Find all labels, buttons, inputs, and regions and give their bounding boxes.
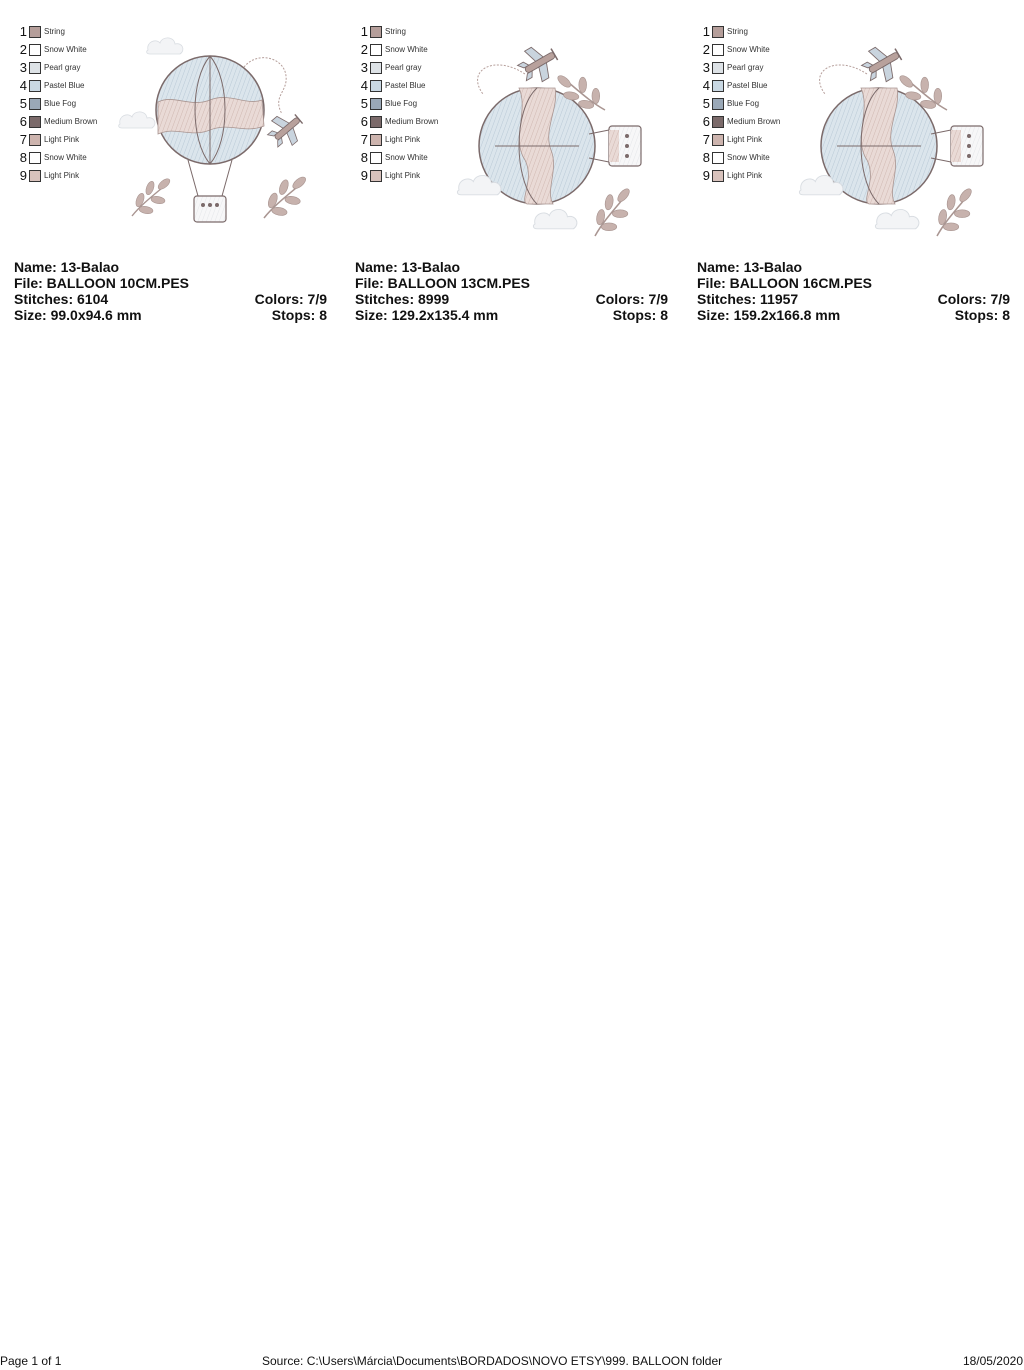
thread-color-swatch	[29, 80, 41, 92]
design-file	[14, 275, 327, 291]
page-number: Page 1 of 1	[0, 1354, 62, 1368]
thread-color-name: Pearl gray	[727, 63, 764, 72]
thread-color-name: Light Pink	[44, 171, 80, 180]
color-count: Colors: 7/9	[937, 291, 1010, 307]
thread-color-swatch	[370, 134, 382, 146]
thread-color-name: Snow White	[44, 45, 87, 54]
size-row	[355, 307, 668, 323]
thread-number: 7	[702, 132, 710, 147]
thread-color-name: Light Pink	[44, 135, 80, 144]
design-name	[697, 259, 1010, 275]
thread-number: 5	[19, 96, 27, 111]
thread-number: 8	[702, 150, 710, 165]
thread-color-name: Snow White	[385, 153, 428, 162]
thread-number: 1	[702, 24, 710, 39]
thread-number: 6	[360, 114, 368, 129]
thread-number: 8	[360, 150, 368, 165]
stitch-count: Stitches: 11957	[697, 291, 799, 307]
thread-color-name: Pastel Blue	[44, 81, 85, 90]
design-name-text: Name: 13-Balao	[14, 259, 120, 275]
thread-number: 2	[702, 42, 710, 57]
thread-color-swatch	[370, 152, 382, 164]
thread-color-swatch	[712, 134, 724, 146]
thread-color-name: Pastel Blue	[385, 81, 426, 90]
balloon-embroidery-image	[114, 30, 334, 252]
thread-color-name: String	[727, 27, 748, 36]
thread-color-swatch	[29, 170, 41, 182]
thread-number: 5	[702, 96, 710, 111]
thread-color-swatch	[712, 26, 724, 38]
thread-color-name: Blue Fog	[727, 99, 760, 108]
thread-color-name: Light Pink	[727, 135, 763, 144]
thread-number: 6	[702, 114, 710, 129]
thread-color-name: Pearl gray	[44, 63, 81, 72]
thread-number: 2	[360, 42, 368, 57]
thread-number: 3	[360, 60, 368, 75]
thread-number: 9	[702, 168, 710, 183]
stop-count: Stops: 8	[271, 307, 327, 323]
thread-color-swatch	[29, 62, 41, 74]
thread-color-swatch	[370, 170, 382, 182]
thread-color-swatch	[370, 80, 382, 92]
thread-color-swatch	[370, 62, 382, 74]
thread-color-swatch	[712, 80, 724, 92]
design-file	[355, 275, 668, 291]
thread-color-swatch	[370, 116, 382, 128]
thread-number: 3	[702, 60, 710, 75]
thread-color-name: Pastel Blue	[727, 81, 768, 90]
thread-color-swatch	[712, 170, 724, 182]
thread-color-swatch	[370, 26, 382, 38]
thread-color-swatch	[29, 26, 41, 38]
stitch-count-row	[14, 291, 327, 307]
thread-color-name: Snow White	[385, 45, 428, 54]
thread-color-name: Light Pink	[385, 135, 421, 144]
thread-color-name: Medium Brown	[385, 117, 439, 126]
design-file-text: File: BALLOON 16CM.PES	[697, 275, 873, 291]
design-file-text: File: BALLOON 10CM.PES	[14, 275, 190, 291]
thread-number: 1	[19, 24, 27, 39]
balloon-embroidery-image	[797, 30, 1017, 252]
thread-color-swatch	[712, 116, 724, 128]
source-path: Source: C:\Users\Márcia\Documents\BORDADOS\NOVO ETSY\999. BALLOON folder	[262, 1354, 723, 1368]
stop-count: Stops: 8	[954, 307, 1010, 323]
thread-number: 9	[360, 168, 368, 183]
thread-number: 5	[360, 96, 368, 111]
thread-color-name: Medium Brown	[727, 117, 781, 126]
thread-color-swatch	[29, 44, 41, 56]
design-info	[355, 259, 668, 323]
thread-color-name: Medium Brown	[44, 117, 98, 126]
size-row	[14, 307, 327, 323]
thread-number: 6	[19, 114, 27, 129]
thread-number: 8	[19, 150, 27, 165]
thread-color-swatch	[29, 152, 41, 164]
thread-color-name: Blue Fog	[44, 99, 77, 108]
thread-number: 4	[19, 78, 27, 93]
thread-number: 4	[360, 78, 368, 93]
thread-color-swatch	[712, 62, 724, 74]
stitch-count: Stitches: 8999	[355, 291, 450, 307]
thread-color-name: String	[385, 27, 406, 36]
design-name	[355, 259, 668, 275]
thread-number: 7	[360, 132, 368, 147]
design-file	[697, 275, 1010, 291]
design-file-text: File: BALLOON 13CM.PES	[355, 275, 531, 291]
thread-color-swatch	[29, 98, 41, 110]
thread-number: 2	[19, 42, 27, 57]
thread-number: 1	[360, 24, 368, 39]
thread-color-name: Pearl gray	[385, 63, 422, 72]
print-date: 18/05/2020	[962, 1354, 1023, 1368]
color-count: Colors: 7/9	[254, 291, 327, 307]
thread-color-name: Snow White	[44, 153, 87, 162]
design-name-text: Name: 13-Balao	[355, 259, 461, 275]
thread-number: 9	[19, 168, 27, 183]
thread-number: 3	[19, 60, 27, 75]
stitch-count-row	[355, 291, 668, 307]
thread-color-name: String	[44, 27, 65, 36]
thread-color-swatch	[370, 98, 382, 110]
design-name-text: Name: 13-Balao	[697, 259, 803, 275]
thread-color-name: Snow White	[727, 45, 770, 54]
thread-color-swatch	[712, 98, 724, 110]
design-size: Size: 129.2x135.4 mm	[355, 307, 499, 323]
stitch-count-row	[697, 291, 1010, 307]
design-size: Size: 159.2x166.8 mm	[697, 307, 841, 323]
thread-number: 7	[19, 132, 27, 147]
thread-color-name: Blue Fog	[385, 99, 418, 108]
thread-color-name: Snow White	[727, 153, 770, 162]
thread-number: 4	[702, 78, 710, 93]
color-count: Colors: 7/9	[595, 291, 668, 307]
balloon-embroidery-image	[455, 30, 675, 252]
design-block-16cm	[697, 24, 1024, 324]
design-block-13cm	[355, 24, 685, 324]
thread-color-swatch	[29, 116, 41, 128]
stop-count: Stops: 8	[612, 307, 668, 323]
size-row	[697, 307, 1010, 323]
stitch-count: Stitches: 6104	[14, 291, 109, 307]
thread-color-name: Light Pink	[727, 171, 763, 180]
design-name	[14, 259, 327, 275]
design-info	[14, 259, 327, 323]
design-info	[697, 259, 1010, 323]
thread-color-swatch	[712, 44, 724, 56]
thread-color-swatch	[29, 134, 41, 146]
thread-color-name: Light Pink	[385, 171, 421, 180]
thread-color-swatch	[370, 44, 382, 56]
thread-color-swatch	[712, 152, 724, 164]
design-size: Size: 99.0x94.6 mm	[14, 307, 142, 323]
design-block-10cm	[14, 24, 344, 324]
